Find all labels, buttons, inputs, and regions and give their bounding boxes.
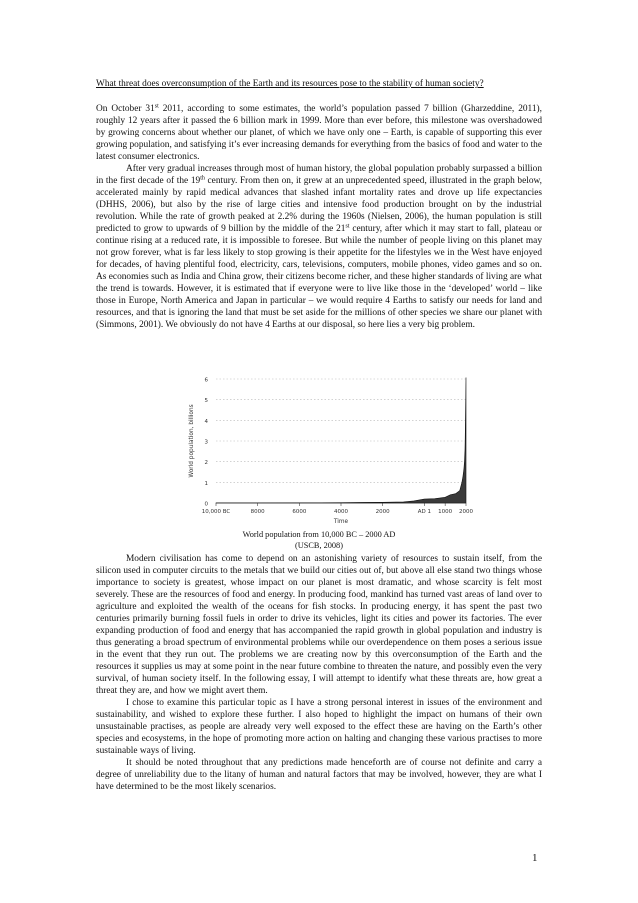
population-chart — [186, 372, 476, 528]
paragraph-1-text-a: On October 31 — [96, 104, 155, 114]
y-tick-label: 2 — [204, 460, 208, 467]
essay-body-top — [96, 103, 542, 331]
paragraph-4: I chose to examine this particular topic as I have a strong personal interest in issues of the environment and sustainability, and wished to explore these further. I also hoped to highlight the impact on humans of their own unsustainable practises, as people are already very well exposed to the effect these are having on the Earth’s other species and ecosystems, in the hope of promoting more action on halting and changing these various practises to more sustainable ways of living. — [96, 698, 542, 756]
paragraph-1 — [96, 103, 542, 163]
paragraph-2-text-c: century, after which it may start to fall, plateau or continue rising at a reduced rate, it is impossible to foresee. But while the number of people living on this planet may not grow forever, what is far less likely to stop growing is their appetite for the lifestyles we in the West have enjoyed for decades, of having plentiful food, electricity, cars, televisions, computers, mobile phones, video games and so on. As economies such as India and China grow, their citizens become richer, and these higher standards of living are what the trend is towards. However, it is estimated that if everyone were to live like those in the ‘developed’ world – like those in Europe, North America and Japan in particular – we would require 4 Earths to satisfy our needs for land and resources, and that is ignoring the land that must be set aside for the millions of other species we share our planet with (Simmons, 2001). We obviously do not have 4 Earths at our disposal, so here lies a very big problem. — [96, 224, 542, 330]
ordinal-suffix: st — [345, 223, 350, 230]
x-tick-label: 10,000 BC — [201, 509, 231, 515]
x-tick-label: 1000 — [438, 509, 453, 515]
population-chart-svg — [186, 372, 476, 528]
y-tick-label: 5 — [204, 398, 208, 405]
paragraph-2-text-b: century. From then on, it grew at an unprecedented speed, illustrated in the graph below, accelerated mainly by rapid medical advances that slashed infant mortality rates and drove up life expectancies (DHHS, 2006), but also by the rise of large cities and intensive food production brought on by the industrial revolution. While the rate of growth peaked at 2.2% during the 1960s (Nielsen, 2006), the human population is still predicted to grow to upwards of 9 billion by the middle of the 21 — [96, 176, 542, 234]
figure-caption — [96, 529, 542, 551]
y-tick-label: 0 — [204, 501, 208, 508]
y-tick-label: 1 — [204, 480, 208, 487]
essay-body-bottom — [96, 553, 542, 793]
population-area — [216, 378, 466, 503]
page-number: 1 — [532, 852, 538, 864]
ordinal-suffix: th — [200, 175, 205, 182]
x-tick-label: 6000 — [292, 509, 307, 515]
paragraph-5: It should be noted throughout that any predictions made henceforth are of course not definite and carry a degree of unreliability due to the litany of human and natural factors that may be involved, however, they are what I have determined to be the most likely scenarios. — [96, 758, 542, 792]
y-axis-label: World population, billions — [189, 404, 195, 478]
x-tick-label: 2000 — [459, 509, 473, 515]
paragraph-2-text-a: After very gradual increases through most of human history, the global population probably surpassed a billion in the first decade of the 19 — [96, 164, 542, 186]
x-tick-label: 8000 — [250, 509, 265, 515]
figure-caption-line-1: World population from 10,000 BC – 2000 AD — [242, 530, 396, 539]
x-tick-label: 4000 — [334, 509, 348, 515]
paragraph-3: Modern civilisation has come to depend on an astonishing variety of resources to sustain itself, from the silicon used in computer circuits to the metals that we build our cities out of, but above all else stand two things whose importance to society is greatest, whose impact on our planet is most dramatic, and whose scarcity is felt most severely. These are the resources of food and energy. In producing food, mankind has turned vast areas of land over to agriculture and exploited the wealth of the oceans for fish stocks. In producing energy, it has spent the past two centuries primarily burning fossil fuels in order to drive its vehicles, light its cities and power its factories. The ever expanding production of food and energy that has accompanied the rapid growth in global population and industry is thus generating a broad spectrum of environmental problems while our overdependence on them poses a serious issue in the event that they run out. The problems we are creating now by this overconsumption of the Earth and the resources it supplies us may at some point in the near future combine to threaten the nature, and possibly even the very survival, of human society itself. In the following essay, I will attempt to identify what these threats are, how great a threat they are, and how we might avert them. — [96, 554, 542, 696]
paragraph-1-text-b: 2011, according to some estimates, the world’s population passed 7 billion (Gharzeddine, 2011), roughly 12 years after it passed the 6 billion mark in 1999. More than ever before, this milestone was overshadowed by growing concerns about whether our planet, of which we have only one – Earth, is capable of supporting this ever growing population, and satisfying it’s ever increasing demands for everything from the basics of food and water to the latest consumer electronics. — [96, 104, 542, 162]
figure-caption-line-2: (USCB, 2008) — [295, 541, 343, 550]
x-axis-label: Time — [333, 519, 349, 525]
y-tick-label: 3 — [204, 439, 208, 446]
x-tick-label: 2000 — [375, 509, 390, 515]
ordinal-suffix: st — [154, 103, 159, 110]
y-tick-label: 4 — [204, 418, 208, 425]
y-tick-label: 6 — [204, 377, 208, 384]
paragraph-2 — [96, 163, 542, 331]
x-tick-label: AD 1 — [417, 509, 431, 515]
essay-title: What threat does overconsumption of the Earth and its resources pose to the stability of human society? — [96, 79, 484, 89]
